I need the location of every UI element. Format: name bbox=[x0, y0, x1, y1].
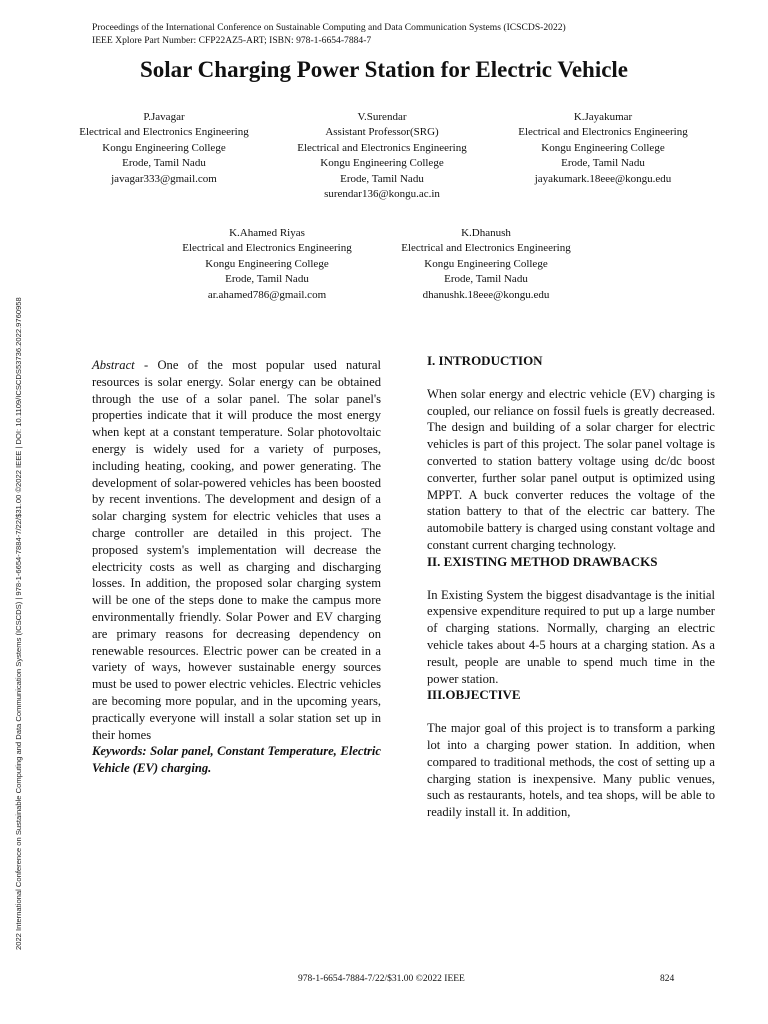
doi-sidebar: 2022 International Conference on Sustainable Computing and Data Communication Systems (ICSCDS) | 978-1-6654-7884-7/22/$31.00 ©2022 IEEE | DOI: 10.1109/ICSCDS53736.2022.9760958 bbox=[14, 297, 23, 950]
conference-header bbox=[92, 21, 566, 47]
author-affiliation: Kongu Engineering College bbox=[541, 141, 665, 154]
section-heading: III.OBJECTIVE bbox=[427, 687, 521, 703]
abstract bbox=[92, 357, 381, 743]
author-name: K.Ahamed Riyas bbox=[229, 227, 305, 239]
author-email: jayakumark.18eee@kongu.edu bbox=[534, 172, 672, 185]
right-column bbox=[427, 353, 715, 821]
author-name: V.Surendar bbox=[357, 111, 407, 123]
author-affiliation: Kongu Engineering College bbox=[424, 257, 548, 270]
section-text: In Existing System the biggest disadvantage is the initial expensive expenditure required to put up a large number of charging stations. Normally, charging an electric vehicle takes about 4-5 hours at a charging station. As a result, people are unable to spend much time in the power station. bbox=[427, 587, 715, 686]
section-text: The major goal of this project is to transform a parking lot into a charging power station. In addition, when compared to traditional methods, the cost of setting up a charging station is inexpensive. Many public venues, such as restaurants, hotels, and tea shops, will be able to readily install it. In addition, bbox=[427, 721, 715, 820]
author-title: Assistant Professor(SRG) bbox=[325, 126, 439, 139]
author-email: javagar333@gmail.com bbox=[111, 172, 217, 185]
author-email: surendar136@kongu.ac.in bbox=[324, 188, 440, 201]
author-block bbox=[386, 226, 586, 303]
author-affiliation: Kongu Engineering College bbox=[205, 257, 329, 270]
section-text: When solar energy and electric vehicle (EV) charging is coupled, our reliance on fossil fuels is greatly decreased. The design and building of a solar charger for electric vehicles is part of this project. The solar panel voltage is converted to station battery voltage using dc/dc boost converter, further solar panel output is optimized using MPPT. A buck converter reduces the voltage of the station battery to that of the electric car battery. The automobile battery is charged using constant voltage and constant current charging technology. bbox=[427, 386, 715, 552]
author-email: dhanushk.18eee@kongu.edu bbox=[422, 288, 550, 301]
author-location: Erode, Tamil Nadu bbox=[561, 157, 645, 170]
author-email: ar.ahamed786@gmail.com bbox=[207, 288, 327, 301]
author-affiliation: Electrical and Electronics Engineering bbox=[79, 126, 249, 139]
paper-title: Solar Charging Power Station for Electric Vehicle bbox=[139, 57, 629, 82]
author-location: Erode, Tamil Nadu bbox=[444, 273, 528, 286]
abstract-label: Abstract bbox=[92, 358, 135, 372]
section-heading: I. INTRODUCTION bbox=[427, 353, 543, 368]
author-location: Erode, Tamil Nadu bbox=[122, 157, 206, 170]
author-name: P.Javagar bbox=[143, 111, 185, 123]
copyright-footer: 978-1-6654-7884-7/22/$31.00 ©2022 IEEE bbox=[298, 974, 465, 984]
abstract-text: - One of the most popular used natural resources is solar energy. Solar energy can be obtained through the use of a solar panel. The solar panel's properties indicate that it will produce the most energy when kept at a constant temperature. Solar photovoltaic energy is widely used for a variety of purposes, including heating, cooking, and power generating. The development of solar-powered vehicles has been boosted by recent inventions. The development and design of a solar charging system for electric vehicles that uses a charge controller are detailed in this project. The proposed system's implementation will decrease the electricity costs as well as charging and discharging losses. In addition, the proposed solar charging system will be one of the steps done to make the campus more environmentally friendly. Solar Power and EV charging are primary reasons for decreasing dependency on renewable resources. Electric power can be created in a variety of ways, however sustainable energy sources must be used to power electric vehicles. Electric vehicles are becoming more popular, and in the upcoming years, practically everyone will install a solar station set up in their homes bbox=[92, 358, 381, 742]
author-affiliation: Electrical and Electronics Engineering bbox=[182, 242, 352, 255]
author-affiliation: Electrical and Electronics Engineering bbox=[297, 141, 467, 154]
header-line-1: Proceedings of the International Conference on Sustainable Computing and Data Communication Systems (ICSCDS-2022) bbox=[92, 22, 566, 33]
left-column bbox=[92, 357, 381, 777]
author-affiliation: Kongu Engineering College bbox=[102, 141, 226, 154]
author-affiliation: Electrical and Electronics Engineering bbox=[401, 242, 571, 255]
section-heading: II. EXISTING METHOD DRAWBACKS bbox=[427, 553, 658, 569]
keywords: Keywords: Solar panel, Constant Temperature, Electric Vehicle (EV) charging. bbox=[92, 744, 381, 776]
page-number: 824 bbox=[660, 974, 675, 984]
author-affiliation: Electrical and Electronics Engineering bbox=[518, 126, 688, 139]
author-block bbox=[503, 110, 703, 187]
author-location: Erode, Tamil Nadu bbox=[225, 273, 309, 286]
author-location: Erode, Tamil Nadu bbox=[340, 172, 424, 185]
header-line-2: IEEE Xplore Part Number: CFP22AZ5-ART; ISBN: 978-1-6654-7884-7 bbox=[92, 35, 372, 46]
author-block bbox=[64, 110, 264, 187]
author-affiliation: Kongu Engineering College bbox=[320, 157, 444, 170]
author-block bbox=[167, 226, 367, 303]
author-name: K.Jayakumar bbox=[573, 111, 633, 123]
author-block bbox=[282, 110, 482, 202]
author-name: K.Dhanush bbox=[461, 227, 511, 239]
